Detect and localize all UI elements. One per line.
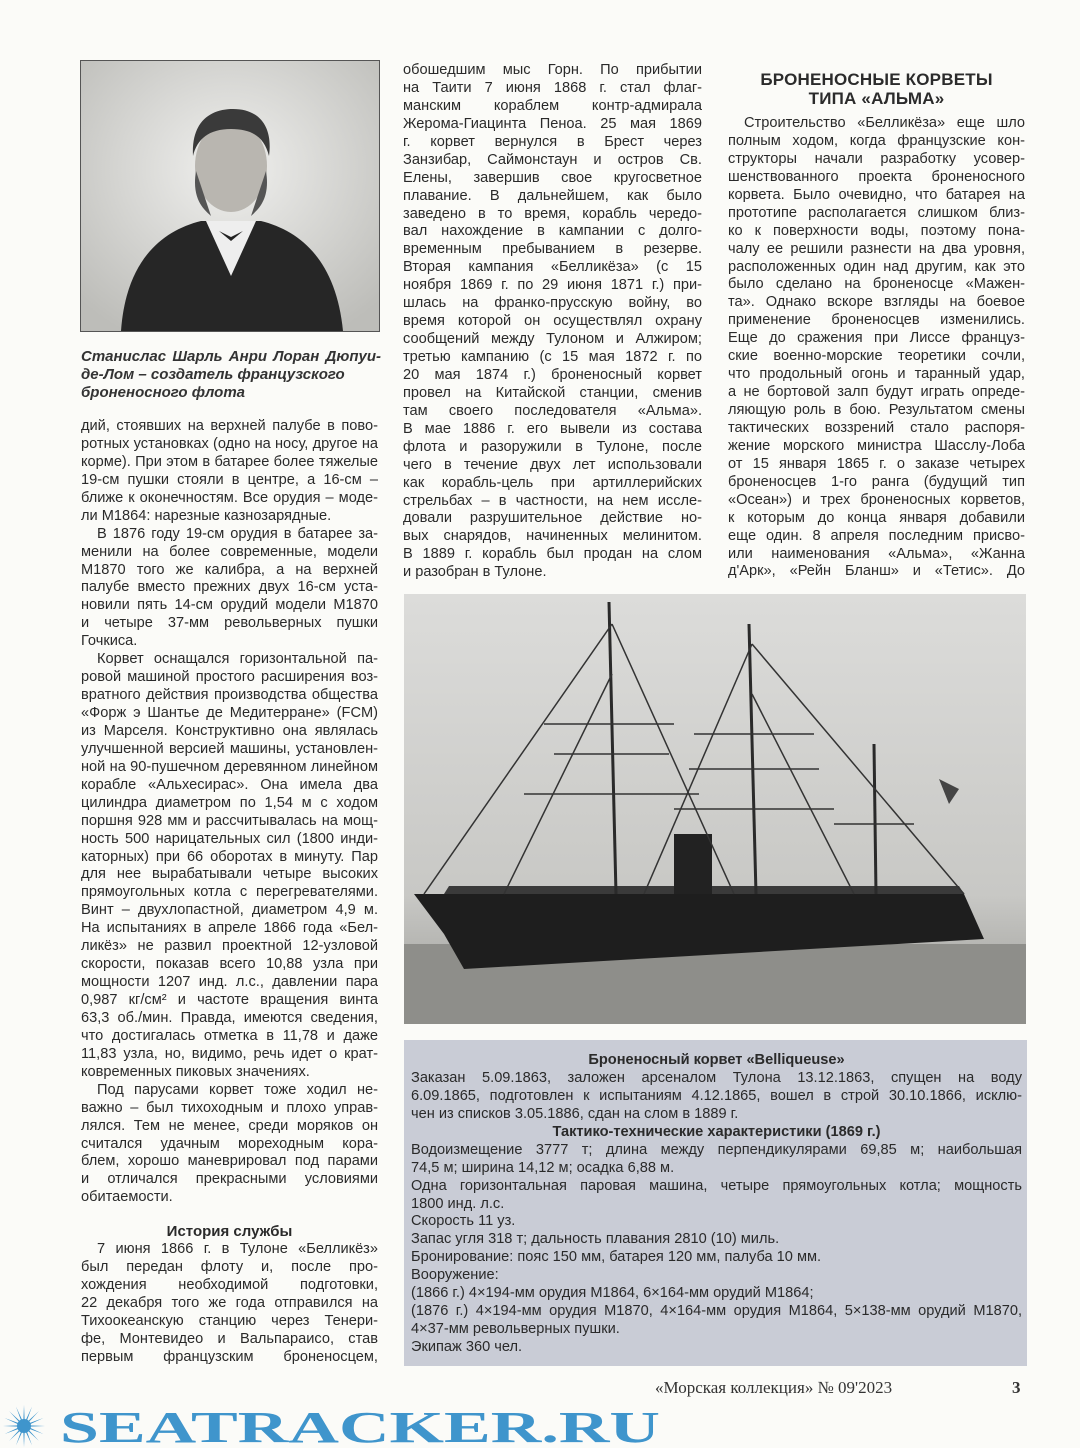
spec-history-line: 6.09.1865, подготовлен к испытаниям 4.12.1865, вошел в строй 30.10.1866, исклю- [411, 1087, 1022, 1104]
text-line: 20 мая 1874 г.) броненосный корвет [403, 366, 702, 383]
text-line: довали разрушительное действие но- [403, 510, 702, 527]
spec-line: Вооружение: [411, 1267, 499, 1284]
text-line: к которым до конца января добавили [728, 509, 1025, 526]
text-line: менили на более современные, модели [81, 543, 378, 560]
text-line: «Осеан») и трех броненосных корветов, [728, 491, 1025, 508]
specification-box [404, 1040, 1027, 1366]
text-line: улучшенной версией машины, установлен- [81, 740, 378, 757]
text-line: шлась на франко-прусскую войну, во [403, 295, 702, 312]
text-line: Гочкиса. [81, 633, 138, 650]
right-column [728, 115, 1025, 581]
text-line: дий, стоявших на верхней палубе в пово- [81, 418, 378, 434]
text-line: как корабль-цель при артиллерийских [403, 474, 702, 491]
text-line: время которой он осуществлял охрану [403, 313, 702, 330]
text-line: вых снарядов, начиненных мелинитом. [403, 528, 702, 545]
text-line: 0,987 кг/см² и частоте вращения винта [81, 992, 378, 1008]
ship-photo [404, 594, 1026, 1024]
text-line: Корвет оснащался горизонтальной па- [97, 651, 378, 668]
page-number: 3 [1012, 1378, 1021, 1397]
sunburst-ray [3, 1425, 18, 1426]
magazine-footer: «Морская коллекция» № 09'2023 [655, 1378, 893, 1397]
text-line: сообщений между Тулоном и Алжиром; [403, 331, 702, 348]
text-line: тактических воззрений стало распоря- [728, 419, 1025, 436]
text-line: д'Арк», «Рейн Бланш» и «Тетис». До [728, 563, 1025, 580]
text-line: 7 июня 1866 г. в Тулоне «Белликёз» [97, 1241, 378, 1258]
text-line: Вторая кампания «Белликёза» (с 15 [403, 259, 702, 276]
text-line: новили пять 14-см орудий модели M1870 [81, 597, 378, 614]
text-line: шенствованного проекта броненосного [728, 168, 1025, 185]
spec-history-line: Заказан 5.09.1863, заложен арсеналом Тулона 13.12.1863, спущен на воду [411, 1069, 1022, 1086]
text-line: ровой машиной простого расширения воз- [81, 669, 378, 686]
sunburst-icon [3, 1405, 45, 1447]
sunburst-ray [30, 1425, 45, 1426]
text-line: чалу ее решили разнести на два уровня, [728, 240, 1025, 257]
text-line: каторных) при 66 оборотах в минуту. Пар [81, 848, 378, 865]
text-line: а не бортовой залп будут играть опреде- [728, 384, 1025, 401]
text-line: M1870 того же калибра, а на верхней [81, 561, 378, 578]
spec-line: 1800 инд. л.с. [411, 1195, 505, 1212]
spec-line: Запас угля 318 т; дальность плавания 2810 (10) миль. [411, 1231, 780, 1248]
caption-line: броненосного флота [81, 383, 246, 401]
text-line: обошедшим мыс Горн. По прибытии [403, 62, 702, 78]
text-line: первым французским броненосцем, [81, 1348, 378, 1365]
text-line: еще один. 8 апреля последним присво- [728, 527, 1025, 544]
spec-line: (1866 г.) 4×194-мм орудия M1864, 6×164-мм орудий M1864; [411, 1285, 814, 1302]
headline-line: ТИПА «АЛЬМА» [808, 88, 945, 108]
spec-line: Бронирование: пояс 150 мм, батарея 120 мм, палуба 10 мм. [411, 1249, 822, 1266]
text-line: блем, хорошо маневрировал под парами [81, 1153, 378, 1170]
text-line: 22 декабря того же года отправился на [81, 1295, 378, 1312]
section-headline [728, 71, 1025, 108]
text-line: или наименования «Альма», «Жанна [728, 545, 1025, 562]
text-line: на Таити 7 июня 1868 г. стал флаг- [403, 79, 702, 96]
text-line: 19-см пушки стояли в центре, а 16-см – [81, 471, 378, 488]
text-line: от 15 января 1865 г. о заказе четырех [728, 455, 1025, 472]
spec-history-line: чен из списков 3.05.1886, сдан на слом в 1889 г. [411, 1105, 739, 1122]
text-line: корабле «Альхесирас». Она имела два [81, 776, 378, 793]
text-line: что продольный огонь и таранный удар, [728, 366, 1025, 383]
spec-line: Экипаж 360 чел. [411, 1339, 523, 1355]
portrait-photo [80, 60, 380, 332]
text-line: что достигалась отметка в 11,78 и даже [81, 1027, 378, 1044]
text-line: поршня 928 мм и рассчитывалась на мощ- [81, 812, 378, 829]
watermark [0, 1404, 1080, 1448]
text-line: временным пребыванием в резерве. [403, 241, 702, 258]
spec-ttx-title: Тактико-технические характеристики (1869 г.) [552, 1123, 881, 1140]
text-line: провел на Китайской станции, сменив [403, 384, 702, 401]
text-line: фе, Монтевидео и Вальпараисо, став [81, 1330, 378, 1347]
text-line: ность 500 нарицательных сил (1800 инди- [81, 830, 378, 847]
sunburst-center [17, 1419, 31, 1433]
text-line: ближе к оконечностям. Все орудия – моде- [81, 489, 378, 506]
text-line: г. корвет вернулся в Брест через [403, 133, 702, 150]
text-line: В мае 1886 г. его вывели из состава [403, 420, 702, 437]
text-line: стрельбах – в частности, на нем иссле- [403, 492, 702, 509]
text-line: 11,83 узла, но, видимо, речь идет о крат- [81, 1045, 378, 1062]
text-line: был передан флоту и, после про- [81, 1259, 378, 1276]
portrait-caption [81, 348, 381, 402]
text-line: ной на 90-пушечном деревянном линейном [81, 758, 378, 775]
text-line: ские военно-морские теоретики сочли, [728, 348, 1025, 365]
text-line: хождения необходимой подготовки, [81, 1277, 378, 1294]
text-line: корвета. Было очевидно, что батарея на [728, 186, 1025, 203]
spec-line: Скорость 11 уз. [411, 1213, 516, 1230]
text-line: из Марселя. Конструктивно она являлась [81, 722, 378, 739]
text-line: Под парусами корвет тоже ходил не- [97, 1081, 378, 1098]
text-line: Занзибар, Саймонстаун и остров Св. [403, 151, 702, 168]
spec-line: Одна горизонтальная паровая машина, четыре прямоугольных котла; мощность [411, 1177, 1022, 1194]
text-line: В 1889 г. корабль был продан на слом [403, 546, 702, 563]
text-line: структоры начали разработку усовер- [728, 150, 1025, 167]
text-line: третью кампанию (с 15 мая 1872 г. по [403, 349, 702, 365]
headline-line: БРОНЕНОСНЫЕ КОРВЕТЫ [760, 70, 993, 89]
spec-title: Броненосный корвет «Belliqueuse» [588, 1052, 845, 1068]
text-line: Елены, завершив свое кругосветное [403, 169, 702, 186]
watermark-text: SEATRACKER.RU [60, 1404, 660, 1448]
middle-column [403, 62, 702, 582]
text-line: плавание. В дальнейшем, как было [403, 187, 702, 204]
text-line: Винт – двухлопастной, диаметром 4,9 м. [81, 902, 378, 919]
sunburst-ray [23, 1405, 24, 1420]
text-line: ликёз» не развил проектной 12-узловой [81, 938, 378, 955]
text-line: для нее вырабатывали четыре высоких [81, 866, 378, 883]
text-line: В 1876 году 19-см орудия в батарее за- [97, 525, 378, 542]
subheading-service-history: История службы [166, 1223, 293, 1241]
text-line: полным ходом, когда французские кон- [728, 132, 1025, 149]
text-line: вратного действия производства общества [81, 687, 378, 704]
text-line: прототипе располагается слишком близ- [728, 204, 1025, 221]
text-line: Еще до сражения при Лиссе француз- [728, 330, 1025, 347]
text-line: и разобран в Тулоне. [403, 564, 547, 581]
text-line: Жерома-Гиацинта Пеноа. 25 мая 1869 [403, 115, 702, 132]
spec-line: 74,5 м; ширина 14,12 м; осадка 6,88 м. [411, 1159, 675, 1176]
text-line: применение броненосцев изменились. [728, 312, 1025, 329]
spec-line: (1876 г.) 4×194-мм орудия M1870, 4×164-мм орудия M1864, 5×138-мм орудий M1870, [411, 1303, 1022, 1320]
text-line: На испытаниях в апреле 1866 года «Бел- [81, 920, 378, 937]
text-line: ли M1864: нарезные казнозарядные. [81, 507, 332, 524]
text-line: мощности 1207 инд. л.с., давлении пара [81, 974, 378, 991]
text-line: Тихоокеанскую станцию через Тенери- [81, 1313, 378, 1329]
text-line: ковременных пиковых значениях. [81, 1063, 310, 1080]
text-line: и четыре 37-мм револьверных пушки [81, 615, 378, 632]
text-line: 63,3 об./мин. Правда, имеются сведения, [81, 1009, 378, 1026]
text-line: манским кораблем контр-адмирала [403, 97, 702, 114]
text-line: заведено в то время, корабль чередо- [403, 205, 702, 222]
caption-line: де-Лом – создатель французского [81, 365, 345, 383]
text-line: чего в течение двух лет использовали [403, 456, 702, 473]
text-line: броненосцев 1-го ранга (будущий тип [728, 473, 1025, 490]
text-line: та». Однако вскоре взгляды на боевое [728, 294, 1025, 311]
text-line: прямоугольных котла с перегревателями. [81, 884, 378, 901]
spec-line: Водоизмещение 3777 т; длина между перпендикулярами 69,85 м; наибольшая [411, 1141, 1022, 1158]
text-line: обитаемости. [81, 1189, 173, 1206]
left-column [81, 418, 378, 1367]
sunburst-ray [23, 1432, 24, 1447]
spec-line: 4×37-мм револьверных пушки. [411, 1321, 620, 1338]
text-line: жение морского министра Шасслу-Лоба [728, 437, 1025, 454]
text-line: и отличался прекрасными условиями [81, 1171, 378, 1188]
text-line: ротных установках (одно на носу, другое на [81, 435, 378, 452]
text-line: ноября 1869 г. по 29 июня 1871 г.) при- [403, 277, 702, 294]
text-line: считался удачным мореходным кора- [81, 1135, 378, 1152]
text-line: вал нахождение в кампании с долго- [403, 223, 702, 240]
text-line: палубе вместо прежних двух 16-см уста- [81, 579, 378, 596]
text-line: ко к поверхности воды, поэтому пона- [728, 222, 1025, 239]
caption-line: Станислас Шарль Анри Лоран Дюпуи- [81, 348, 381, 365]
text-line: важно – был тихоходным и плохо управ- [81, 1099, 378, 1116]
text-line: корме). При этом в батарее более тяжелые [81, 453, 378, 470]
text-line: было сделано на броненосце «Мажен- [728, 276, 1025, 293]
text-line: там своего последователя «Альма». [403, 402, 702, 419]
text-line: расположенных один над другим, как это [728, 258, 1025, 275]
text-line: ляющую роль в бою. Результатом смены [728, 402, 1025, 418]
text-line: Строительство «Белликёза» еще шло [744, 115, 1025, 131]
text-line: флота и разоружили в Тулоне, после [403, 438, 702, 455]
text-line: цилиндра диаметром по 1,54 м с ходом [81, 794, 378, 811]
text-line: скорости, показав всего 10,88 узла при [81, 956, 378, 973]
text-line: «Форж э Шантье де Медитерране» (FCM) [81, 705, 378, 721]
text-line: лялся. Тем не менее, среди моряков он [81, 1117, 378, 1134]
